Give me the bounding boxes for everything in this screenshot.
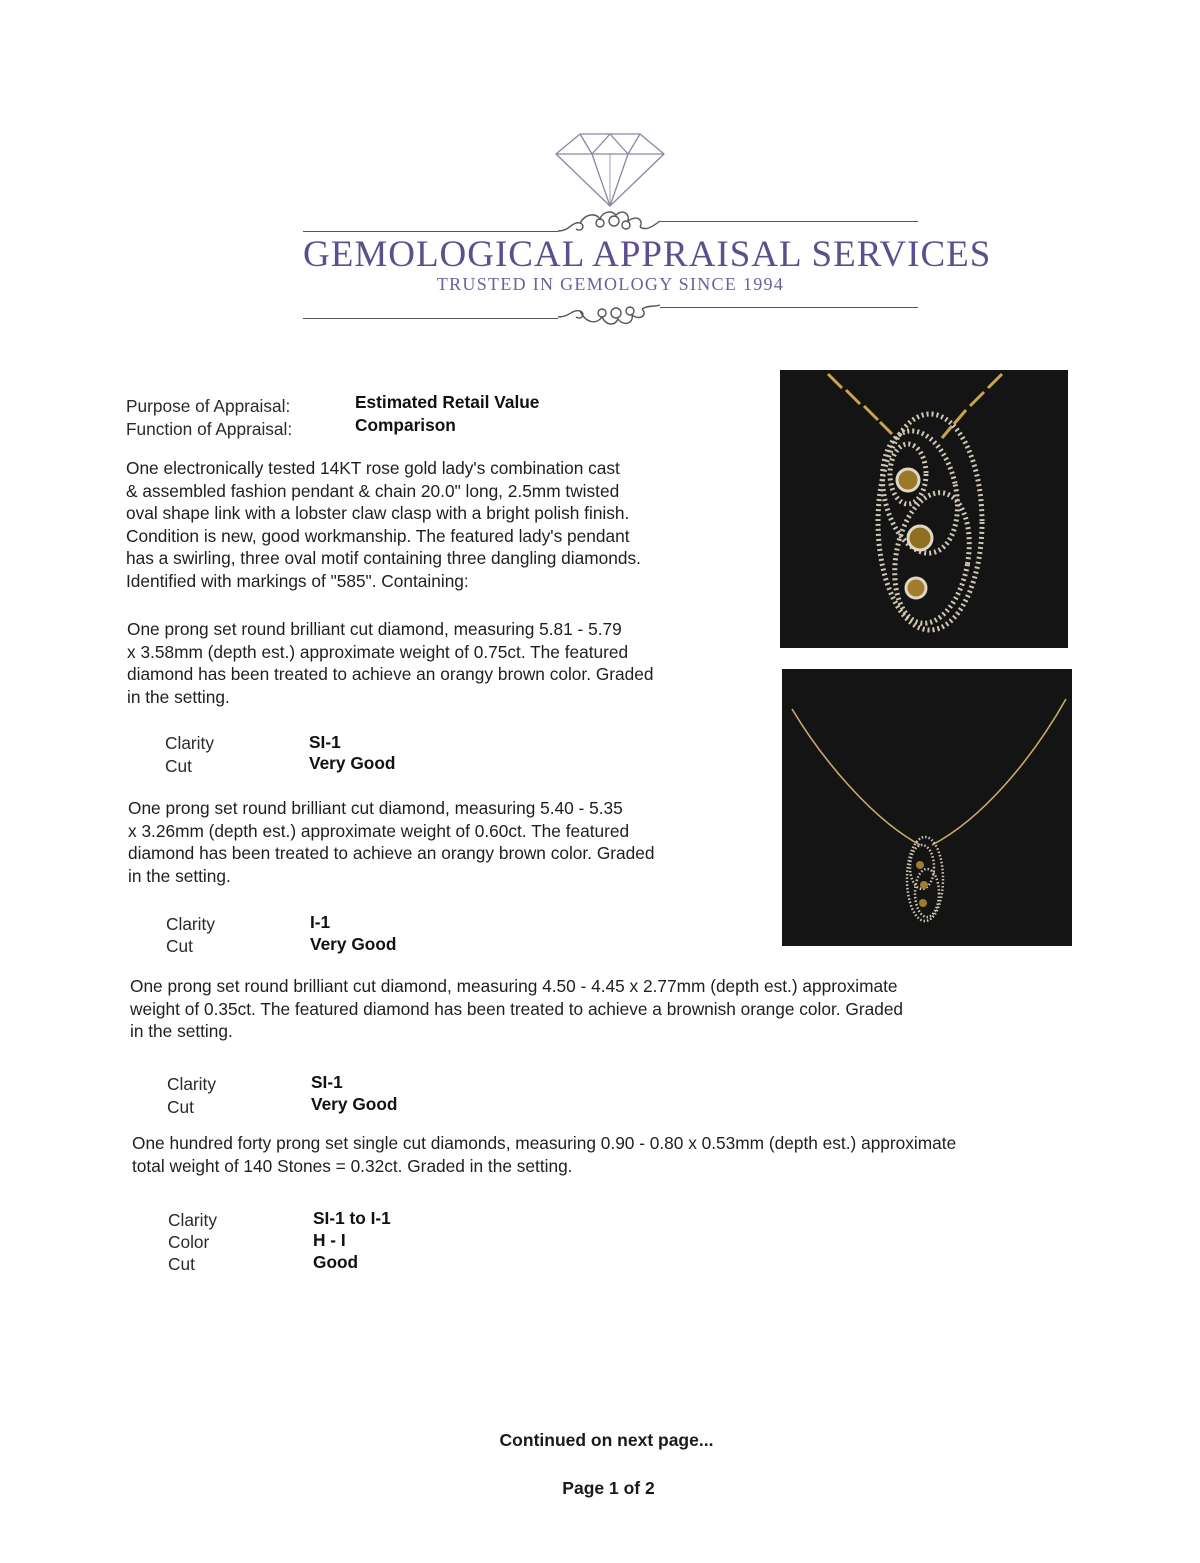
grade-label: Clarity [165,733,214,753]
function-label: Function of Appraisal: [126,419,293,439]
divider-rule [303,231,558,232]
grade-value: I-1 [310,912,331,932]
text-line: diamond has been treated to achieve an orangy brown color. Graded [128,843,655,863]
text-line: has a swirling, three oval motif containing three dangling diamonds. [126,548,641,568]
text-line: oval shape link with a lobster claw clasp with a bright polish finish. [126,503,630,523]
text-line: total weight of 140 Stones = 0.32ct. Graded in the setting. [132,1155,573,1176]
diamond-logo-icon [552,128,668,208]
stone-description [128,797,738,887]
company-tagline: TRUSTED IN GEMOLOGY SINCE 1994 [436,274,785,294]
grade-label: Cut [167,1097,194,1117]
text-line: One prong set round brilliant cut diamond, measuring 5.81 - 5.79 [127,619,622,639]
stone-description [132,1132,1092,1177]
grade-value: SI-1 [311,1072,343,1092]
text-line: diamond has been treated to achieve an orangy brown color. Graded [127,664,654,684]
continued-note: Continued on next page... [499,1430,714,1450]
divider-rule [303,318,558,319]
grade-value: Good [313,1252,359,1272]
function-value: Comparison [355,415,456,435]
purpose-label: Purpose of Appraisal: [126,396,291,416]
item-description [126,457,736,592]
grade-label: Clarity [167,1074,216,1094]
text-line: x 3.26mm (depth est.) approximate weight of 0.60ct. The featured [128,820,630,841]
stone-description [127,618,737,708]
text-line: in the setting. [130,1021,233,1041]
stone-description [130,975,1080,1043]
text-line: Condition is new, good workmanship. The featured lady's pendant [126,525,630,546]
text-line: One prong set round brilliant cut diamond, measuring 4.50 - 4.45 x 2.77mm (depth est.) approximate [130,976,898,996]
grade-value: Very Good [309,753,396,773]
company-name: GEMOLOGICAL APPRAISAL SERVICES [303,234,992,275]
text-line: One prong set round brilliant cut diamond, measuring 5.40 - 5.35 [128,798,623,818]
purpose-value: Estimated Retail Value [355,392,540,412]
divider-rule [660,307,918,308]
grade-label: Cut [165,756,192,776]
divider-rule [660,221,918,222]
page-number: Page 1 of 2 [562,1478,655,1498]
grade-label: Clarity [166,914,215,934]
text-line: in the setting. [127,686,230,707]
grade-label: Cut [166,936,193,956]
text-line: x 3.58mm (depth est.) approximate weight of 0.75ct. The featured [127,641,629,662]
text-line: weight of 0.35ct. The featured diamond has been treated to achieve a brownish orange color. Graded [130,998,904,1019]
grade-label: Cut [168,1254,195,1274]
text-line: & assembled fashion pendant & chain 20.0" long, 2.5mm twisted [126,480,620,501]
text-line: One hundred forty prong set single cut diamonds, measuring 0.90 - 0.80 x 0.53mm (depth est.) approximate [132,1133,957,1153]
pendant-closeup-photo [780,370,1068,648]
grade-label: Clarity [168,1210,217,1230]
necklace-full-photo [782,669,1072,946]
text-line: Identified with markings of "585". Containing: [126,570,469,591]
text-line: in the setting. [128,865,231,886]
text-line: One electronically tested 14KT rose gold lady's combination cast [126,458,620,478]
grade-label: Color [168,1232,210,1252]
grade-value: Very Good [311,1094,398,1114]
grade-value: H - I [313,1230,346,1250]
ornament-flourish-icon [556,295,662,329]
grade-value: SI-1 to I-1 [313,1208,391,1228]
grade-value: Very Good [310,934,397,954]
grade-value: SI-1 [309,732,341,752]
